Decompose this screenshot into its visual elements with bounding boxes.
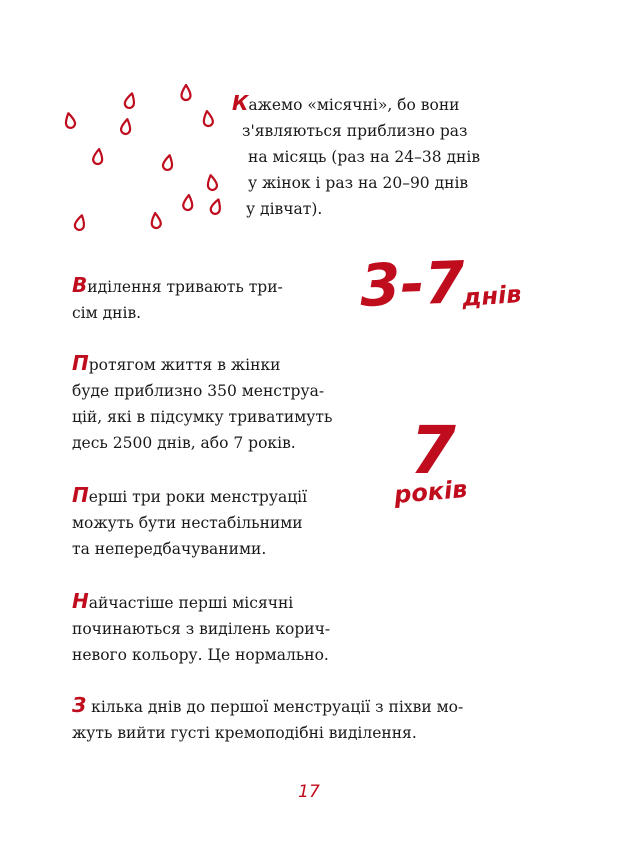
text-line: з'являються приблизно раз <box>242 122 468 140</box>
blood-drop-icon <box>91 147 105 166</box>
text-line: у жінок і раз на 20–90 днів <box>248 174 469 192</box>
text-line: у дівчат). <box>246 200 323 218</box>
text-line: ажемо «місячні», бо вони <box>248 96 460 114</box>
text-line: на місяць (раз на 24–38 днів <box>248 148 481 166</box>
text-line: ротягом життя в жінки <box>88 356 281 374</box>
text-line: буде приблизно 350 менструа- <box>72 382 325 400</box>
text-line: иділення тривають три- <box>87 278 283 296</box>
text-line: десь 2500 днів, або 7 років. <box>72 434 296 452</box>
paragraph-duration <box>72 272 283 326</box>
drop-cap: П <box>72 483 89 507</box>
callout-days-unit: днів <box>461 279 523 313</box>
drop-cap: В <box>72 273 88 297</box>
text-line: невого кольору. Це нормально. <box>72 646 329 664</box>
blood-drop-icon <box>122 91 138 111</box>
blood-drop-icon <box>72 213 88 233</box>
paragraph-brown <box>72 588 330 668</box>
text-line: ерші три роки менструації <box>88 488 308 506</box>
text-line: починаються з виділень корич- <box>72 620 331 638</box>
drop-cap: К <box>232 91 249 115</box>
paragraph-lifetime <box>72 350 332 456</box>
text-line: жуть вийти густі кремоподібні виділення. <box>72 724 417 742</box>
text-line: та непередбачуваними. <box>72 540 267 558</box>
drop-cap: П <box>72 351 89 375</box>
text-line: цій, які в підсумку триватимуть <box>72 408 333 426</box>
blood-drop-icon <box>149 211 163 230</box>
drop-cap: З <box>72 693 87 717</box>
blood-drop-icon <box>160 153 175 173</box>
blood-drop-icon <box>62 111 77 131</box>
blood-drop-icon <box>180 84 192 102</box>
text-line: айчастіше перші місячні <box>88 594 294 612</box>
blood-drop-icon <box>208 197 225 218</box>
paragraph-first-years <box>72 482 307 562</box>
drop-cap: Н <box>72 589 89 613</box>
callout-years-number: 7 <box>410 412 456 489</box>
callout-days-range: 3-7 <box>358 248 466 320</box>
blood-drop-icon <box>201 109 215 128</box>
blood-drop-icon <box>181 193 195 212</box>
text-line: кілька днів до першої менструації з піхви мо- <box>86 698 464 716</box>
paragraph-discharge <box>72 692 463 746</box>
blood-drop-icon <box>119 117 134 137</box>
text-line: сім днів. <box>72 304 142 322</box>
blood-drop-icon <box>205 173 220 193</box>
paragraph-monthly <box>232 90 480 222</box>
blood-drops-decoration <box>62 82 232 242</box>
page-number: 17 <box>298 782 320 802</box>
text-line: можуть бути нестабільними <box>72 514 303 532</box>
callout-years-unit: років <box>392 474 469 510</box>
